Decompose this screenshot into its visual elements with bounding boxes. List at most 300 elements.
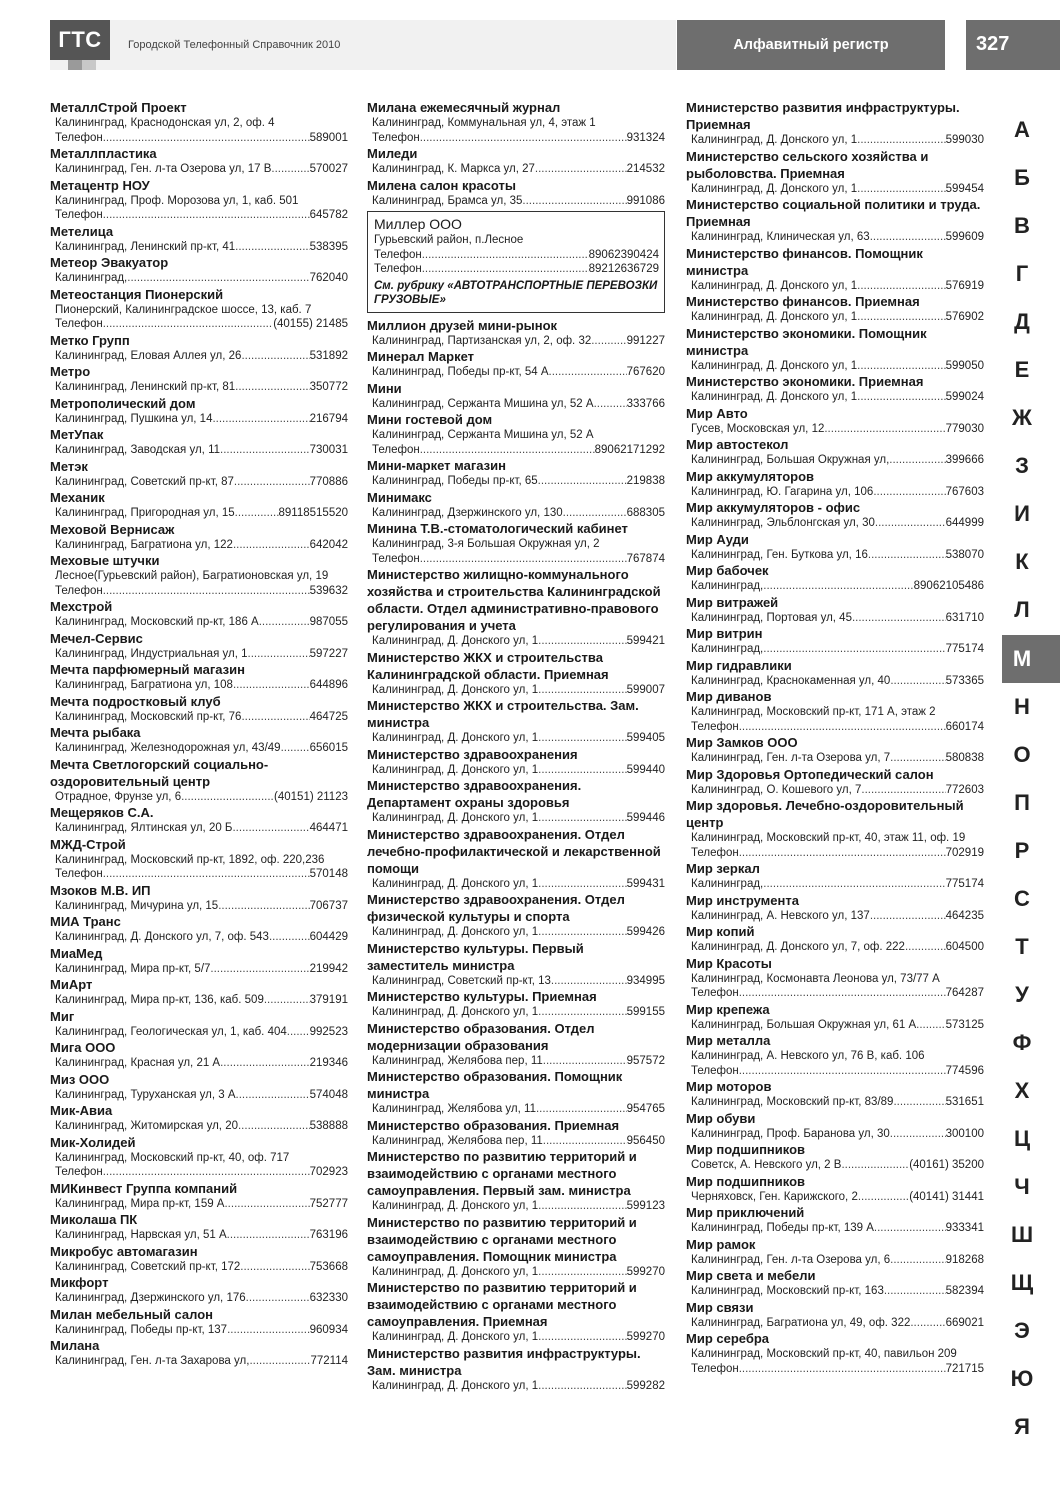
- entry-line: Калининград, Мира пр-кт, 159 А ..... 752777: [50, 1197, 348, 1212]
- alphabet-letter-tab[interactable]: Р: [1014, 837, 1030, 863]
- entry-name: Минимакс: [367, 489, 432, 505]
- alphabet-letter-tab[interactable]: К: [1015, 549, 1029, 575]
- directory-entry: [50, 254, 348, 286]
- entry-line: Телефон ..... 589001: [50, 131, 348, 146]
- entry-line: Калининград, Туруханская ул, 3 А ..... 574048: [50, 1088, 348, 1103]
- directory-entry: [50, 1243, 348, 1275]
- entry-name: Мещеряков С.А.: [50, 805, 154, 820]
- entry-line: Калининград, Дзержинского ул, 176 ..... 632330: [50, 1291, 348, 1306]
- entry-line: Калининград, Московский пр-кт, 76 ..... 464725: [50, 710, 348, 725]
- entry-name: Мир моторов: [686, 1079, 772, 1094]
- entry-name: Милана: [50, 1338, 100, 1353]
- highlighted-entry-box: [367, 211, 665, 313]
- directory-entry: [686, 1204, 984, 1236]
- entry-line: Калининград, Д. Донского ул, 1 ..... 576902: [686, 310, 984, 325]
- entry-name: Метацентр НОУ: [50, 177, 150, 193]
- entry-line: Гурьевский район, п.Лесное: [374, 234, 524, 246]
- entry-name: Метко Групп: [50, 332, 130, 348]
- directory-entry: [50, 1008, 348, 1040]
- entry-name: Мир витражей: [686, 594, 779, 610]
- entry-name: Мзоков М.В. ИП: [50, 882, 151, 898]
- entry-name: Мини: [367, 380, 402, 396]
- directory-entry: [686, 955, 984, 1001]
- entry-line: Телефон ..... 89062171292: [367, 443, 665, 458]
- entry-line: Калининград, Багратиона ул, 49, оф. 322 ..... 669021: [686, 1316, 984, 1331]
- directory-entry: [367, 988, 665, 1020]
- entry-line: Калининград, Желябова ул, 11 ..... 954765: [367, 1102, 665, 1117]
- entry-line: Калининград, Космонавта Леонова ул, 73/77 А: [691, 972, 940, 985]
- alphabet-letter-tab[interactable]: Я: [1014, 1414, 1030, 1440]
- directory-entry: [367, 1068, 665, 1117]
- entry-name: Меховые штучки: [50, 553, 160, 568]
- alphabet-letter-tab[interactable]: В: [1014, 213, 1030, 239]
- entry-name: Мир серебра: [686, 1331, 770, 1346]
- entry-name: Мини-маркет магазин: [367, 458, 506, 473]
- entry-line: Калининград, Мира пр-кт, 5/7 ..... 219942: [50, 962, 348, 977]
- entry-line: Телефон ..... 570148: [50, 867, 348, 882]
- directory-entry: [686, 892, 984, 924]
- directory-entry: [686, 1078, 984, 1110]
- entry-line: Калининград, Д. Донского ул, 7, оф. 222 ..... 604500: [686, 940, 984, 955]
- directory-entry: [686, 1330, 984, 1376]
- entry-line: Телефон ..... 645782: [50, 208, 348, 223]
- entry-name: Миколаша ПК: [50, 1212, 138, 1227]
- alphabet-letter-tab[interactable]: У: [1015, 981, 1029, 1007]
- directory-entry: [50, 552, 348, 598]
- entry-name: Миз ООО: [50, 1071, 110, 1087]
- entry-name: Мечел-Сервис: [50, 630, 143, 646]
- entry-line: Калининград, Проф. Баранова ул, 30 ..... 300100: [686, 1127, 984, 1142]
- alphabet-letter-tab[interactable]: П: [1014, 789, 1030, 815]
- directory-entry: [686, 1032, 984, 1078]
- directory-entry: [367, 697, 665, 746]
- directory-entry: [50, 99, 348, 145]
- alphabet-letter-tab[interactable]: И: [1014, 501, 1030, 527]
- entry-name: Министерство экономики. Приемная: [686, 374, 924, 389]
- directory-entry: [50, 223, 348, 255]
- directory-entry: [367, 1214, 665, 1280]
- directory-entry: [50, 976, 348, 1008]
- entry-line: Калининград, Советский пр-кт, 172 ..... 753668: [50, 1260, 348, 1275]
- entry-name: Министерство культуры. Первый заместитель министра: [367, 940, 584, 973]
- entry-name: Металлпластика: [50, 146, 157, 161]
- see-also-note: См. рубрику «АВТОТРАНСПОРТНЫЕ ПЕРЕВОЗКИ ГРУЗОВЫЕ»: [374, 279, 658, 306]
- alphabet-letter-tab[interactable]: Ц: [1013, 1125, 1031, 1151]
- entry-name: Министерство по развитию территорий и взаимодействию с органами местного самоуправления. Первый зам. министра: [367, 1149, 637, 1198]
- directory-entry: [50, 521, 348, 553]
- entry-line: Калининград, Заводская ул, 11 ..... 730031: [50, 443, 348, 458]
- entry-line: Калининград, Мира пр-кт, 136, каб. 509 ..... 379191: [50, 993, 348, 1008]
- entry-name: Миледи: [367, 146, 418, 161]
- directory-entry: [367, 1148, 665, 1214]
- alphabet-letter-tab[interactable]: Ю: [1010, 1366, 1034, 1392]
- entry-line: Калининград, Мичурина ул, 15 ..... 706737: [50, 899, 348, 914]
- directory-title: Городской Телефонный Справочник 2010: [128, 39, 341, 51]
- entry-name: МИКинвест Группа компаний: [50, 1180, 238, 1196]
- directory-entry: [50, 1071, 348, 1103]
- directory-entry: [50, 363, 348, 395]
- directory-entry: [50, 395, 348, 427]
- directory-entry: [367, 411, 665, 457]
- directory-entry: [686, 562, 984, 594]
- directory-entry: [686, 499, 984, 531]
- entry-line: Калининград, Ялтинская ул, 20 Б ..... 464471: [50, 821, 348, 836]
- directory-entry: [367, 746, 665, 778]
- alphabet-letter-tab[interactable]: Х: [1014, 1077, 1030, 1103]
- directory-entry: [50, 1180, 348, 1212]
- entry-line: Калининград, Московский пр-кт, 171 А, этаж 2: [691, 706, 936, 718]
- entry-name: Министерство по развитию территорий и взаимодействию с органами местного самоуправления. Приемная: [367, 1280, 637, 1329]
- entry-name: Мир витрин: [686, 626, 763, 641]
- alphabet-index: [1002, 106, 1060, 1451]
- entry-line: Калининград, Д. Донского ул, 1 ..... 599030: [686, 133, 984, 148]
- entry-name: Министерство социальной политики и труда. Приемная: [686, 197, 981, 229]
- entry-name: Мир инструмента: [686, 892, 799, 908]
- directory-entry: [50, 804, 348, 836]
- entry-name: Минина Т.В.-стоматологический кабинет: [367, 521, 628, 536]
- entry-name: МИА Транс: [50, 914, 121, 929]
- alphabet-letter-tab[interactable]: Щ: [1010, 1270, 1034, 1296]
- entry-name: МеталлСтрой Проект: [50, 100, 187, 115]
- entry-line: Калининград, 3-я Большая Окружная ул, 2: [372, 538, 600, 550]
- entry-line: Калининград, ..... 762040: [50, 271, 348, 286]
- entry-line: Калининград, Ген. л-та Захарова ул, ..... 772114: [50, 1354, 348, 1369]
- entry-name: Милена салон красоты: [367, 177, 516, 193]
- section-title: Алфавитный регистр: [677, 20, 945, 70]
- directory-entry: [50, 630, 348, 662]
- alphabet-letter-tab[interactable]: З: [1015, 453, 1029, 479]
- entry-name: Мечта парфюмерный магазин: [50, 662, 245, 677]
- entry-line: Калининград, Д. Донского ул, 1 ..... 599405: [367, 731, 665, 746]
- directory-entry: [367, 145, 665, 177]
- entry-line: Калининград, Ленинский пр-кт, 41 ..... 538395: [50, 240, 348, 255]
- entry-line: Калининград, Сержанта Мишина ул, 52 А: [372, 429, 594, 441]
- entry-line: Калининград, Ленинский пр-кт, 81 ..... 350772: [50, 380, 348, 395]
- entry-name: МиаМед: [50, 945, 103, 961]
- directory-entry: [50, 693, 348, 725]
- alphabet-letter-tab[interactable]: А: [1014, 117, 1030, 142]
- entry-line: Калининград, Победы пр-кт, 137 ..... 960934: [50, 1323, 348, 1338]
- directory-entry: [50, 145, 348, 177]
- entry-name: Мир Красоты: [686, 955, 772, 971]
- entry-line: Калининград, Д. Донского ул, 1 ..... 599270: [367, 1265, 665, 1280]
- entry-name: Мир здоровья. Лечебно-оздоровительный центр: [686, 798, 964, 830]
- directory-entry: [686, 531, 984, 563]
- entry-name: Миллион друзей мини-рынок: [367, 317, 558, 333]
- entry-line: Калининград, Д. Донского ул, 1 ..... 599282: [367, 1379, 665, 1394]
- directory-entry: [686, 1001, 984, 1033]
- entry-line: Калининград, Сержанта Мишина ул, 52 А ..... 333766: [367, 397, 665, 412]
- directory-entry: [50, 724, 348, 756]
- entry-line: Калининград, Д. Донского ул, 1 ..... 599454: [686, 182, 984, 197]
- alphabet-letter-tab[interactable]: Ч: [1014, 1174, 1030, 1200]
- entry-line: Калининград, Эльблонгская ул, 30 ..... 644999: [686, 516, 984, 531]
- directory-entry: [50, 945, 348, 977]
- entry-name: Мир крепежа: [686, 1001, 770, 1017]
- directory-entry: [50, 458, 348, 490]
- entry-line: Телефон ..... 767874: [367, 552, 665, 567]
- entry-line: Калининград, Д. Донского ул, 1 ..... 599440: [367, 763, 665, 778]
- directory-entry: [367, 348, 665, 380]
- entry-line: Калининград, Московский пр-кт, 83/89 ..... 531651: [686, 1095, 984, 1110]
- directory-entry: [686, 625, 984, 657]
- directory-entry: [367, 777, 665, 826]
- directory-entry: [50, 1306, 348, 1338]
- entry-line: Калининград, Дзержинского ул, 130 ..... 688305: [367, 506, 665, 521]
- directory-entry: [50, 1039, 348, 1071]
- entry-line: Гусев, Московская ул, 12 ..... 779030: [686, 422, 984, 437]
- entry-line: Калининград, Д. Донского ул, 1 ..... 599007: [367, 683, 665, 698]
- entry-name: Мик-Холидей: [50, 1134, 136, 1150]
- entry-line: Калининград, Победы пр-кт, 139 А ..... 933341: [686, 1221, 984, 1236]
- entry-line: Калининград, Пушкина ул, 14 ..... 216794: [50, 412, 348, 427]
- entry-line: Калининград, Д. Донского ул, 1 ..... 599421: [367, 634, 665, 649]
- directory-entry: [686, 373, 984, 405]
- directory-entry: [686, 923, 984, 955]
- directory-entry: [686, 325, 984, 374]
- entry-line: Калининград, Д. Донского ул, 1 ..... 599024: [686, 390, 984, 405]
- entry-name: Мир металла: [686, 1033, 771, 1048]
- column-1: [50, 99, 348, 1369]
- entry-line: Калининград, Д. Донского ул, 1 ..... 599270: [367, 1330, 665, 1345]
- directory-entry: [367, 649, 665, 698]
- entry-line: Калининград, Нарвская ул, 51 А ..... 763196: [50, 1228, 348, 1243]
- entry-line: Телефон ..... 931324: [367, 131, 665, 146]
- entry-line: Калининград, Д. Донского ул, 1 ..... 599155: [367, 1005, 665, 1020]
- entry-line: Калининград, Д. Донского ул, 1 ..... 599426: [367, 925, 665, 940]
- alphabet-letter-tab[interactable]: Н: [1014, 693, 1030, 719]
- entry-name: Мир копий: [686, 924, 755, 939]
- column-2: [367, 99, 665, 1393]
- entry-line: Калининград, Партизанская ул, 2, оф. 32 ..... 991227: [367, 334, 665, 349]
- entry-name: Мир гидравлики: [686, 657, 792, 673]
- alphabet-letter-tab[interactable]: Ф: [1012, 1029, 1032, 1055]
- entry-line: Телефон ..... 89062390424: [374, 248, 659, 263]
- entry-line: Калининград, Большая Окружная ул, ..... 399666: [686, 453, 984, 468]
- entry-line: Советск, А. Невского ул, 2 В ..... (40161) 35200: [686, 1158, 984, 1173]
- directory-entry: [686, 405, 984, 437]
- entry-line: Калининград, Д. Донского ул, 7, оф. 543 ..... 604429: [50, 930, 348, 945]
- directory-entry: [686, 1236, 984, 1268]
- entry-line: Калининград, Ю. Гагарина ул, 106 ..... 767603: [686, 485, 984, 500]
- alphabet-letter-tab[interactable]: Ш: [1010, 1222, 1034, 1248]
- logo-decoration: [82, 60, 96, 70]
- entry-line: Телефон ..... 774596: [686, 1064, 984, 1079]
- directory-entry: [686, 245, 984, 294]
- directory-entry: [367, 177, 665, 209]
- entry-name: Мечта подростковый клуб: [50, 693, 221, 709]
- entry-name: Микробус автомагазин: [50, 1243, 198, 1259]
- entry-name: Министерство здравоохранения. Департамент охраны здоровья: [367, 778, 582, 810]
- alphabet-letter-tab[interactable]: С: [1014, 885, 1030, 911]
- entry-name: Министерство культуры. Приемная: [367, 989, 597, 1004]
- directory-entry: [686, 1299, 984, 1331]
- directory-entry: [367, 940, 665, 989]
- entry-name: Мир рамок: [686, 1236, 756, 1252]
- alphabet-letter-tab[interactable]: Л: [1014, 597, 1030, 623]
- entry-name: Мир света и мебели: [686, 1268, 816, 1283]
- alphabet-letter-tab[interactable]: Д: [1014, 309, 1030, 335]
- entry-name: Министерство образования. Приемная: [367, 1117, 620, 1133]
- entry-name: Министерство сельского хозяйства и рыболовства. Приемная: [686, 148, 929, 181]
- entry-line: Калининград, Индустриальная ул, 1 ..... 597227: [50, 647, 348, 662]
- directory-entry: [686, 734, 984, 766]
- directory-entry: [50, 426, 348, 458]
- directory-entry: [367, 380, 665, 412]
- entry-line: Отрадное, Фрунзе ул, 6 ..... (40151) 21123: [50, 790, 348, 805]
- entry-name: Мехстрой: [50, 599, 113, 614]
- entry-line: Калининград, Д. Донского ул, 1 ..... 599446: [367, 811, 665, 826]
- alphabet-letter-tab[interactable]: Б: [1014, 165, 1030, 191]
- entry-name: Мечта Светлогорский социально-оздоровительный центр: [50, 756, 269, 789]
- alphabet-letter-tab[interactable]: М: [1002, 635, 1060, 683]
- entry-line: Калининград, Багратиона ул, 122 ..... 642042: [50, 538, 348, 553]
- entry-line: Калининград, Московский пр-кт, 40, этаж 11, оф. 19: [691, 832, 966, 844]
- directory-entry: [50, 836, 348, 882]
- entry-line: Калининград, ..... 775174: [686, 642, 984, 657]
- entry-line: Лесное(Гурьевский район), Багратионовская ул, 19: [55, 570, 329, 582]
- alphabet-letter-tab[interactable]: О: [1013, 741, 1031, 767]
- directory-entry: [686, 657, 984, 689]
- entry-name: Милана ежемесячный журнал: [367, 100, 561, 115]
- entry-name: Министерство здравоохранения. Отдел физической культуры и спорта: [367, 892, 625, 924]
- entry-line: Калининград, Житомирская ул, 20 ..... 538888: [50, 1119, 348, 1134]
- directory-entry: [50, 661, 348, 693]
- entry-line: Калининград, Советский пр-кт, 87 ..... 770886: [50, 475, 348, 490]
- directory-entry: [686, 797, 984, 860]
- directory-entry: [367, 489, 665, 521]
- entry-name: Мир приключений: [686, 1205, 805, 1220]
- entry-line: Калининград, Брамса ул, 35 ..... 991086: [367, 194, 665, 209]
- entry-line: Калининград, Ген. л-та Озерова ул, 7 ..... 580838: [686, 751, 984, 766]
- directory-entry: [686, 196, 984, 245]
- entry-name: Миллер ООО: [374, 216, 462, 232]
- directory-entry: [686, 148, 984, 197]
- entry-line: Калининград, Портовая ул, 45 ..... 631710: [686, 611, 984, 626]
- entry-name: Метелица: [50, 223, 114, 239]
- entry-name: Мир Здоровья Ортопедический салон: [686, 766, 934, 782]
- entry-name: Минерал Маркет: [367, 349, 475, 364]
- entry-name: Мир подшипников: [686, 1142, 806, 1157]
- entry-line: Телефон ..... 660174: [686, 720, 984, 735]
- directory-entry: [686, 1141, 984, 1173]
- entry-name: Мир связи: [686, 1299, 754, 1315]
- entry-line: Калининград, Краснокаменная ул, 40 ..... 573365: [686, 674, 984, 689]
- alphabet-letter-tab[interactable]: Ж: [1012, 405, 1032, 431]
- directory-entry: [367, 457, 665, 489]
- entry-line: Калининград, Красная ул, 21 А ..... 219346: [50, 1056, 348, 1071]
- entry-name: Мини гостевой дом: [367, 412, 493, 427]
- entry-name: Мик-Авиа: [50, 1103, 113, 1118]
- alphabet-letter-tab[interactable]: Г: [1015, 261, 1029, 287]
- entry-line: Телефон ..... 764287: [686, 986, 984, 1001]
- entry-name: МиАрт: [50, 977, 93, 992]
- entry-name: Миг: [50, 1008, 75, 1024]
- directory-entry: [367, 1279, 665, 1345]
- gts-logo: ГТС: [50, 20, 110, 60]
- directory-entry: [367, 1020, 665, 1069]
- entry-name: Министерство экономики. Помощник министра: [686, 325, 927, 358]
- entry-name: Мир Авто: [686, 405, 748, 421]
- entry-name: Министерство здравоохранения: [367, 746, 578, 762]
- entry-name: Министерство жилищно-коммунального хозяйства и строительства Калининградской области. Отдел административно-правового регулирования и учета: [367, 567, 661, 633]
- entry-line: Телефон ..... (40155) 21485: [50, 317, 348, 332]
- entry-name: Механик: [50, 490, 105, 505]
- entry-line: Калининград, ..... 89062105486: [686, 579, 984, 594]
- directory-entry: [367, 99, 665, 145]
- entry-line: Калининград, К. Маркса ул, 27 ..... 214532: [367, 162, 665, 177]
- entry-name: Метрополический дом: [50, 395, 196, 411]
- directory-entry: [50, 489, 348, 521]
- logo-decoration: [68, 60, 82, 70]
- directory-entry: [367, 317, 665, 349]
- entry-name: Мечта рыбака: [50, 725, 141, 740]
- entry-name: Мига ООО: [50, 1040, 116, 1055]
- directory-entry: [50, 1102, 348, 1134]
- entry-line: Калининград, О. Кошевого ул, 7 ..... 772603: [686, 783, 984, 798]
- entry-line: Калининград, Краснодонская ул, 2, оф. 4: [55, 117, 275, 129]
- entry-line: Калининград, Московский пр-кт, 163 ..... 582394: [686, 1284, 984, 1299]
- entry-name: Метеостанция Пионерский: [50, 286, 224, 302]
- entry-line: Калининград, Коммунальная ул, 4, этаж 1: [372, 117, 596, 129]
- entry-name: Мир диванов: [686, 689, 772, 704]
- alphabet-letter-tab[interactable]: Е: [1014, 357, 1030, 383]
- entry-line: Калининград, Московский пр-кт, 40, павильон 209: [691, 1348, 957, 1360]
- entry-line: Калининград, Советский пр-кт, 13 ..... 934995: [367, 974, 665, 989]
- directory-entry: [367, 891, 665, 940]
- entry-name: Меховой Вернисаж: [50, 521, 175, 537]
- alphabet-letter-tab[interactable]: Э: [1014, 1318, 1030, 1344]
- entry-line: Калининград, Желябова пер, 11 ..... 957572: [367, 1054, 665, 1069]
- directory-entry: [686, 1173, 984, 1205]
- entry-name: Мир автостекол: [686, 437, 789, 452]
- entry-line: Калининград, Московский пр-кт, 1892, оф. 220,236: [55, 853, 325, 866]
- page-number: 327: [966, 20, 1060, 70]
- entry-line: Калининград, ..... 775174: [686, 877, 984, 892]
- directory-entry: [686, 293, 984, 325]
- directory-entry: [686, 860, 984, 892]
- entry-line: Калининград, А. Невского ул, 76 В, каб. 106: [691, 1050, 925, 1062]
- entry-line: Телефон ..... 721715: [686, 1362, 984, 1377]
- entry-name: Мир Замков ООО: [686, 735, 798, 750]
- directory-entry: [686, 1267, 984, 1299]
- directory-entry: [686, 594, 984, 626]
- directory-entry: [686, 1110, 984, 1142]
- entry-line: Пионерский, Калининградское шоссе, 13, каб. 7: [55, 303, 312, 316]
- entry-name: Метэк: [50, 458, 88, 474]
- entry-name: Министерство развития инфраструктуры. Зам. министра: [367, 1345, 641, 1378]
- entry-name: Мир аккумуляторов: [686, 468, 815, 484]
- entry-line: Калининград, Желябова пер, 11 ..... 956450: [367, 1134, 665, 1149]
- entry-name: Министерство ЖКХ и строительства Калининградской области. Приемная: [367, 649, 609, 682]
- entry-name: Мир аккумуляторов - офис: [686, 500, 861, 515]
- alphabet-letter-tab[interactable]: Т: [1015, 933, 1029, 959]
- directory-entry: [50, 1337, 348, 1369]
- entry-name: Мир бабочек: [686, 563, 769, 578]
- directory-entry: [367, 1117, 665, 1149]
- directory-entry: [50, 1211, 348, 1243]
- directory-entry: [686, 766, 984, 798]
- entry-name: Мир подшипников: [686, 1173, 806, 1189]
- entry-name: Мир Ауди: [686, 531, 749, 547]
- entry-name: МетУпак: [50, 427, 104, 442]
- entry-name: МЖД-Строй: [50, 836, 126, 852]
- entry-line: Калининград, Ген. Буткова ул, 16 ..... 538070: [686, 548, 984, 563]
- entry-line: Калининград, Клиническая ул, 63 ..... 599609: [686, 230, 984, 245]
- directory-entry: [50, 913, 348, 945]
- entry-line: Калининград, Геологическая ул, 1, каб. 404 ..... 992523: [50, 1025, 348, 1040]
- entry-name: Министерство образования. Помощник министра: [367, 1069, 623, 1101]
